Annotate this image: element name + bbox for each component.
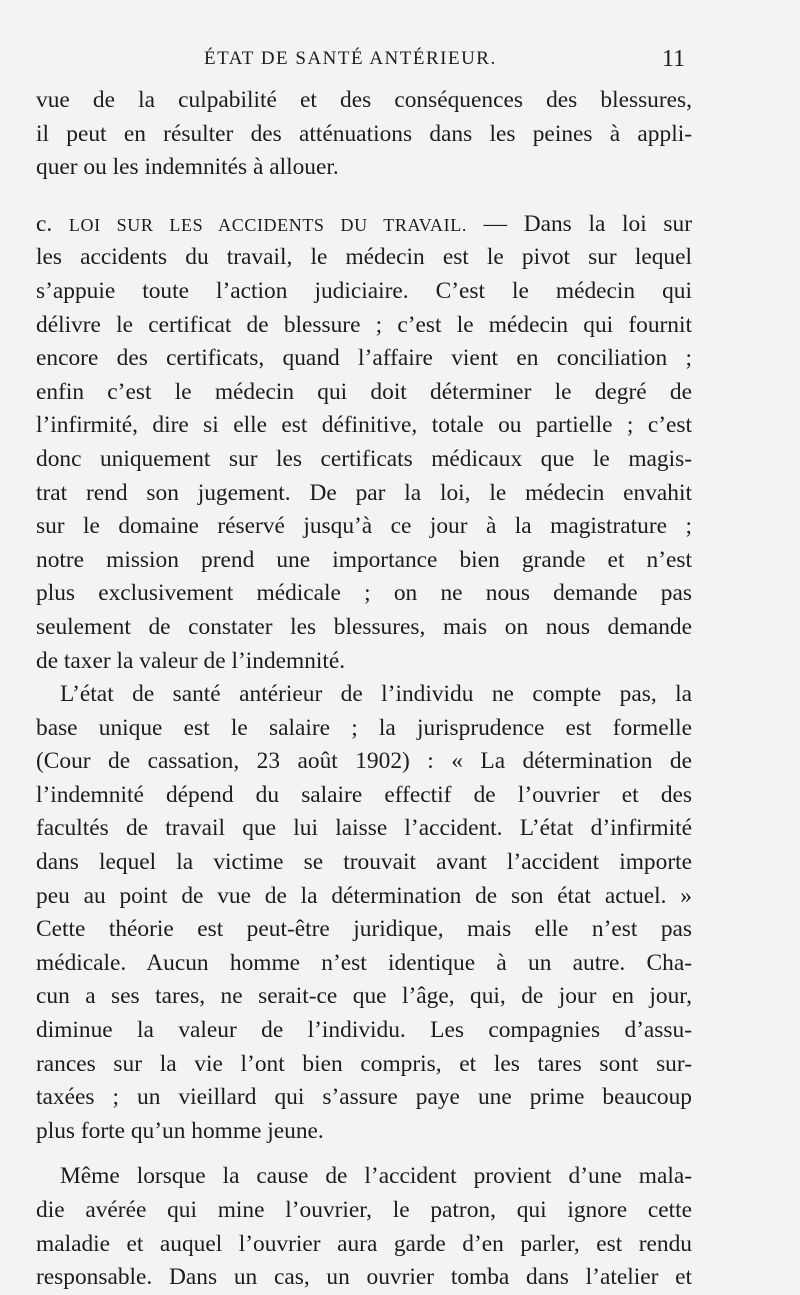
section-label: c. [36, 210, 53, 237]
page-number: 11 [662, 46, 686, 72]
text-line: seulement de constater les blessures, mais on nous demande [36, 613, 692, 640]
section-heading-line [36, 208, 692, 242]
text-line: l’infirmité, dire si elle est définitive, totale ou partielle ; c’est [36, 412, 692, 439]
text-line: vue de la culpabilité et des conséquences des blessures, [36, 87, 692, 113]
running-title: ÉTAT DE SANTÉ ANTÉRIEUR. [204, 48, 497, 69]
running-head [0, 44, 800, 78]
text-line: plus exclusivement médicale ; on ne nous demande pas [36, 580, 692, 607]
text-line: notre mission prend une importance bien grande et n’est [36, 546, 692, 573]
text-line: il peut en résulter des atténuations dans les peines à appli- [36, 120, 692, 147]
text-line: donc uniquement sur les certificats médicaux que le magis- [36, 445, 692, 472]
text-line: base unique est le salaire ; la jurisprudence est formelle [36, 714, 692, 741]
section-heading-rest: — Dans la loi sur [483, 210, 692, 237]
text-line: dans lequel la victime se trouvait avant l’accident importe [36, 849, 692, 876]
text-line: facultés de travail que lui laisse l’accident. L’état d’infirmité [36, 815, 692, 842]
text-line: taxées ; un vieillard qui s’assure paye une prime beaucoup [36, 1084, 692, 1111]
text-line: rances sur la vie l’ont bien compris, et les tares sont sur- [36, 1050, 692, 1077]
text-line: trat rend son jugement. De par la loi, le médecin envahit [36, 479, 692, 506]
text-line: quer ou les indemnités à allouer. [36, 154, 339, 181]
text-line: sur le domaine réservé jusqu’à ce jour à la magistrature ; [36, 513, 692, 540]
text-line: de taxer la valeur de l’indemnité. [36, 647, 346, 674]
text-line: peu au point de vue de la détermination de son état actuel. » [36, 882, 692, 909]
body-text [36, 84, 692, 1295]
text-line: enfin c’est le médecin qui doit déterminer le degré de [36, 378, 692, 405]
text-line: plus forte qu’un homme jeune. [36, 1117, 324, 1144]
text-line: Même lorsque la cause de l’accident provient d’une mala- [60, 1163, 692, 1190]
text-line: die avérée qui mine l’ouvrier, le patron, qui ignore cette [36, 1197, 692, 1223]
text-line: délivre le certificat de blessure ; c’est le médecin qui fournit [36, 311, 692, 338]
text-line: médicale. Aucun homme n’est identique à un autre. Cha- [36, 949, 692, 976]
text-line: encore des certificats, quand l’affaire vient en conciliation ; [36, 345, 692, 372]
text-line: L’état de santé antérieur de l’individu ne compte pas, la [60, 681, 692, 708]
text-line: les accidents du travail, le médecin est le pivot sur lequel [36, 244, 692, 271]
text-line: responsable. Dans un cas, un ouvrier tomba dans l’atelier et [36, 1264, 692, 1291]
paragraph-gap [36, 1148, 692, 1160]
text-line: Cette théorie est peut-être juridique, mais elle n’est pas [36, 916, 692, 943]
section-heading: LOI SUR LES ACCIDENTS DU TRAVAIL. [68, 214, 467, 235]
text-line: s’appuie toute l’action judiciaire. C’est le médecin qui [36, 277, 692, 304]
text-line: (Cour de cassation, 23 août 1902) : « La détermination de [36, 748, 692, 775]
text-line: maladie et auquel l’ouvrier aura garde d’en parler, est rendu [36, 1230, 692, 1257]
text-line: l’indemnité dépend du salaire effectif de l’ouvrier et des [36, 781, 692, 808]
paragraph-gap [36, 185, 692, 208]
text-line: cun a ses tares, ne serait-ce que l’âge, qui, de jour en jour, [36, 983, 692, 1010]
text-line: diminue la valeur de l’individu. Les compagnies d’assu- [36, 1017, 692, 1044]
